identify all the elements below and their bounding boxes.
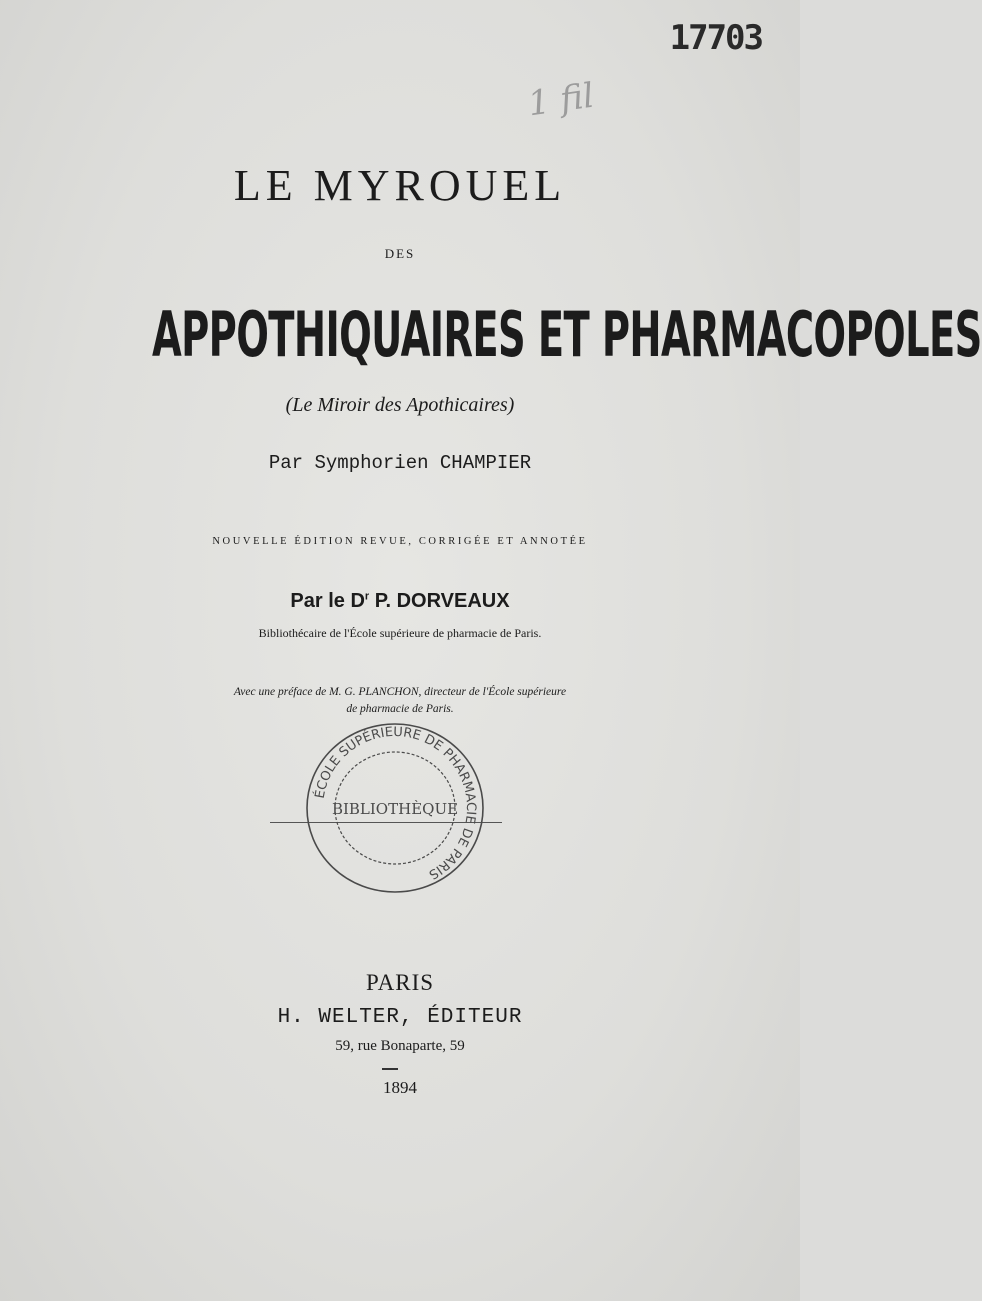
imprint-year: 1894 [383,1078,417,1097]
imprint-dash [382,1068,398,1070]
preface-line-2: de pharmacie de Paris. [346,703,454,715]
editor-role: Bibliothécaire de l'École supérieure de pharmacie de Paris. [258,626,542,640]
editor-prefix: Par le D [290,590,365,612]
title-translation: (Le Miroir des Apothicaires) [285,394,515,416]
author-line: Par Symphorien CHAMPIER [268,452,532,474]
editor-name: P. DORVEAUX [369,590,510,612]
editor-prefix-sup: r [364,590,370,603]
imprint-place: PARIS [365,970,435,995]
title-connector: DES [384,246,416,261]
book-subtitle: APPOTHIQUAIRES ET PHARMACOPOLES [152,298,982,371]
stamp-center-text: BIBLIOTHÈQUE [331,800,459,818]
imprint-address: 59, rue Bonaparte, 59 [335,1038,465,1054]
library-stamp [300,718,490,898]
book-title: LE MYROUEL [233,161,567,210]
pencil-annotation: 1 fil [525,75,597,125]
edition-statement: NOUVELLE ÉDITION REVUE, CORRIGÉE ET ANNOTÉE [212,536,588,547]
imprint-publisher: H. WELTER, ÉDITEUR [277,1006,523,1029]
stamp-ring-text: ÉCOLE SUPÉRIEURE DE PHARMACIE DE PARIS [312,724,479,882]
preface-line-1: Avec une préface de M. G. PLANCHON, directeur de l'École supérieure [233,686,567,698]
preface-note [0,684,800,718]
shelfmark-number: 17703 [669,18,762,58]
editor-line [0,590,800,613]
